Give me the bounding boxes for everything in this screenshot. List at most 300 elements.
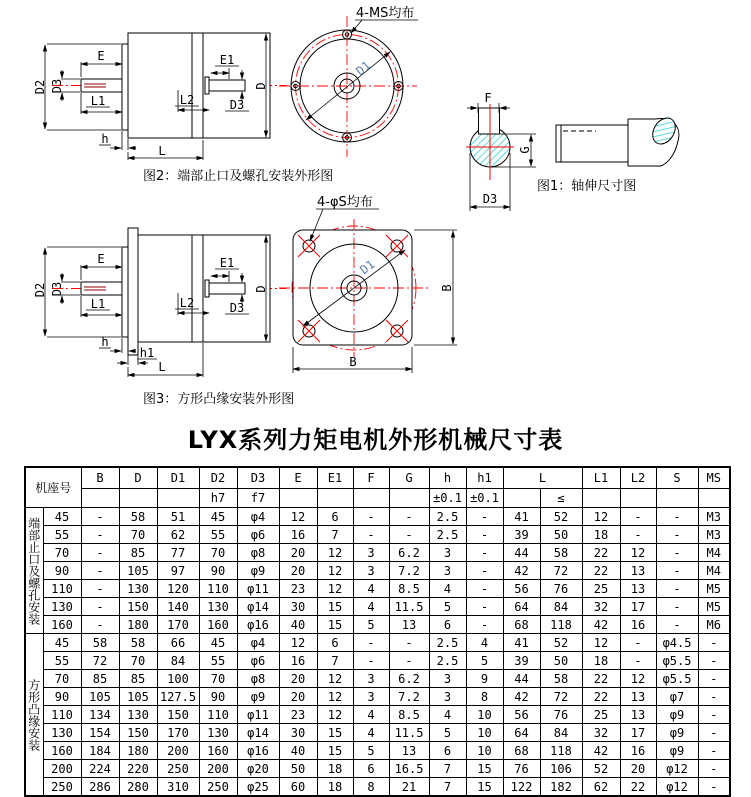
table-cell: φ25 [237,778,279,797]
table-cell: - [81,526,119,544]
table-cell: - [353,508,389,526]
subheader-empty [353,489,389,508]
table-cell: 2.5 [429,652,466,670]
table-cell: φ5.5 [656,652,698,670]
table-cell: - [81,544,119,562]
table-row [25,508,730,526]
table-cell: 184 [81,742,119,760]
table-cell: 10 [466,724,503,742]
frame-size-cell: 160 [43,742,81,760]
table-cell: 62 [157,526,199,544]
table-row [25,544,730,562]
subheader-empty [698,489,730,508]
table-cell: 2.5 [429,634,466,652]
table-cell: φ4.5 [656,634,698,652]
frame-size-cell: 70 [43,670,81,688]
table-cell: 4 [353,598,389,616]
table-cell: 68 [503,616,540,634]
table-cell: φ9 [656,742,698,760]
table-cell: - [698,706,730,724]
table-cell: 58 [81,634,119,652]
table-cell: 20 [620,760,656,778]
header-D: D [119,467,157,489]
table-cell: 182 [540,778,582,797]
table-cell: - [620,634,656,652]
dim-label-d3-left: D3 [50,281,64,297]
table-cell: 8.5 [389,706,429,724]
table-cell: 130 [119,580,157,598]
table-cell: φ8 [237,670,279,688]
table-row [25,616,730,634]
table-cell: 44 [503,670,540,688]
header-L2: L2 [620,467,656,489]
table-cell: 12 [279,634,317,652]
table-cell: 39 [503,652,540,670]
dim-label-b-bottom: B [349,355,357,369]
dimension-table [24,466,731,797]
page-title: LYX系列力矩电机外形机械尺寸表 [187,426,564,454]
table-cell: 250 [157,760,199,778]
table-cell: 52 [540,508,582,526]
header-h: h [429,467,466,489]
table-row [25,652,730,670]
table-cell: 50 [540,526,582,544]
table-cell: 11.5 [389,598,429,616]
table-cell: 106 [540,760,582,778]
table-cell: φ6 [237,652,279,670]
table-cell: 22 [582,670,620,688]
dim-label-e: E [97,49,105,63]
round-flange-front-view [279,6,418,157]
round-flange-note: 4-MS均布 [356,6,415,21]
table-cell: φ20 [237,760,279,778]
table-cell: 40 [279,616,317,634]
table-cell: 68 [503,742,540,760]
table-cell: φ9 [656,724,698,742]
table-cell: 51 [157,508,199,526]
table-cell: 39 [503,526,540,544]
table-cell: 12 [620,544,656,562]
table-cell: φ11 [237,580,279,598]
table-cell: 85 [119,670,157,688]
table-cell: 42 [503,562,540,580]
header-L1: L1 [582,467,620,489]
table-row [25,670,730,688]
dim-label-e1: E1 [219,256,235,270]
table-cell: 6 [317,508,353,526]
table-cell: - [656,580,698,598]
table-cell: 90 [199,562,237,580]
table-cell: 12 [317,688,353,706]
frame-size-cell: 130 [43,598,81,616]
table-cell: 2.5 [429,526,466,544]
table-cell: 4 [353,580,389,598]
table-cell: 84 [540,598,582,616]
table-cell: 15 [466,760,503,778]
table-cell: 13 [389,742,429,760]
table-cell: 22 [582,562,620,580]
table-cell: φ4 [237,508,279,526]
table-cell: 3 [429,562,466,580]
table-cell: 127.5 [157,688,199,706]
table-cell: 41 [503,634,540,652]
figure1-caption: 图1：轴伸尺寸图 [537,179,637,194]
table-row [25,580,730,598]
table-cell: 5 [353,742,389,760]
table-cell: - [698,670,730,688]
table-row [25,634,730,652]
table-cell: 17 [620,598,656,616]
table-cell: 20 [279,688,317,706]
table-cell: 3 [429,670,466,688]
table-cell: φ14 [237,598,279,616]
table-cell: 70 [119,652,157,670]
table-cell: φ12 [656,778,698,797]
table-cell: 130 [199,724,237,742]
table-cell: - [620,526,656,544]
table-cell: 8 [353,778,389,797]
table-cell: 72 [81,652,119,670]
table-cell: 12 [279,508,317,526]
table-cell: 70 [199,670,237,688]
dim-label-d1-square: D1 [357,257,378,278]
dim-label-l1: L1 [90,94,106,108]
table-cell: 130 [199,598,237,616]
table-row [25,688,730,706]
header-E: E [279,467,317,489]
table-cell: - [656,508,698,526]
table-cell: 6 [429,742,466,760]
table-cell: 23 [279,580,317,598]
table-cell: 286 [81,778,119,797]
dim-label-g: G [518,146,532,154]
table-cell: 12 [582,634,620,652]
figure2-caption: 图2：端部止口及螺孔安装外形图 [143,169,334,184]
table-cell: - [389,508,429,526]
table-cell: 55 [199,652,237,670]
table-cell: 154 [81,724,119,742]
table-cell: 180 [119,742,157,760]
table-cell: 25 [582,706,620,724]
table-cell: 13 [620,562,656,580]
frame-size-cell: 130 [43,724,81,742]
table-cell: - [656,616,698,634]
table-cell: - [656,544,698,562]
table-cell: 130 [119,706,157,724]
table-cell: 6.2 [389,544,429,562]
table-cell: M3 [698,526,730,544]
table-cell: 60 [279,778,317,797]
table-cell: - [466,544,503,562]
table-cell: - [466,526,503,544]
subheader-h-tol: ±0.1 [429,489,466,508]
table-cell: 52 [582,760,620,778]
table-cell: 72 [540,562,582,580]
table-cell: 13 [620,706,656,724]
table-cell: 40 [279,742,317,760]
table-cell: 66 [157,634,199,652]
table-row [25,562,730,580]
dim-label-d2: D2 [33,79,47,95]
dim-label-l2: L2 [179,296,195,310]
table-cell: 23 [279,706,317,724]
table-cell: 250 [199,778,237,797]
table-cell: 12 [317,670,353,688]
table-cell: 32 [582,724,620,742]
table-cell: 85 [119,544,157,562]
table-cell: 20 [279,544,317,562]
header-D3: D3 [237,467,279,489]
table-cell: φ5.5 [656,670,698,688]
dim-label-d3-right: D3 [229,301,245,315]
table-cell: 4 [429,580,466,598]
table-cell: φ16 [237,616,279,634]
table-cell: φ4 [237,634,279,652]
table-cell: 170 [157,616,199,634]
header-B: B [81,467,119,489]
table-cell: 5 [466,652,503,670]
table-cell: 50 [279,760,317,778]
table-cell: - [353,526,389,544]
table-cell: 105 [119,562,157,580]
table-cell: φ8 [237,544,279,562]
table-cell: 16 [279,526,317,544]
frame-size-cell: 110 [43,580,81,598]
table-cell: 160 [199,616,237,634]
table-cell: 76 [503,760,540,778]
frame-size-cell: 90 [43,562,81,580]
dim-label-d1-round: D1 [353,58,374,79]
table-cell: φ16 [237,742,279,760]
frame-size-cell: 55 [43,652,81,670]
table-cell: 200 [199,760,237,778]
table-cell: - [466,562,503,580]
table-cell: 18 [317,760,353,778]
dim-label-l1: L1 [90,297,106,311]
table-cell: 30 [279,724,317,742]
table-cell: 7 [429,760,466,778]
frame-size-cell: 90 [43,688,81,706]
dim-label-d3-right: D3 [229,98,245,112]
table-cell: 18 [317,778,353,797]
table-row [25,742,730,760]
dim-label-f: F [484,91,492,105]
frame-size-cell: 45 [43,634,81,652]
subheader-D3-tol: f7 [237,489,279,508]
table-cell: 12 [582,508,620,526]
header-D2: D2 [199,467,237,489]
table-cell: 90 [199,688,237,706]
table-cell: 160 [199,742,237,760]
dim-label-d: D [254,285,268,293]
table-cell: 5 [429,598,466,616]
subheader-D2-tol: h7 [199,489,237,508]
table-cell: 6 [429,616,466,634]
square-flange-front-view [279,195,457,373]
table-cell: 150 [119,724,157,742]
table-cell: 12 [317,706,353,724]
table-cell: 20 [279,670,317,688]
subheader-empty [279,489,317,508]
table-cell: - [656,562,698,580]
table-cell: - [389,652,429,670]
frame-size-cell: 160 [43,616,81,634]
dim-label-e1: E1 [219,53,235,67]
table-cell: - [466,508,503,526]
table-cell: 56 [503,580,540,598]
table-cell: 7 [317,526,353,544]
table-cell: 8 [466,688,503,706]
subheader-empty [656,489,698,508]
table-cell: 15 [466,778,503,797]
square-flange-note: 4-φS均布 [317,195,373,210]
table-cell: 22 [582,688,620,706]
table-cell: 9 [466,670,503,688]
table-cell: 15 [317,742,353,760]
table-cell: 30 [279,598,317,616]
subheader-empty [389,489,429,508]
table-cell: 32 [582,598,620,616]
dim-label-l: L [158,360,166,374]
frame-size-cell: 45 [43,508,81,526]
table-cell: φ9 [237,562,279,580]
table-cell: - [466,580,503,598]
table-cell: 97 [157,562,199,580]
table-cell: 3 [353,562,389,580]
frame-size-cell: 110 [43,706,81,724]
table-cell: - [81,598,119,616]
table-cell: 110 [199,580,237,598]
table-cell: 310 [157,778,199,797]
table-cell: 7 [429,778,466,797]
table-cell: 12 [620,670,656,688]
table-cell: - [81,580,119,598]
table-cell: φ12 [656,760,698,778]
dim-label-l: L [158,144,166,158]
dim-label-h1: h1 [139,346,155,360]
subheader-L-max: ≤ [540,489,582,508]
table-cell: - [656,526,698,544]
table-cell: 16 [279,652,317,670]
table-cell: 18 [582,652,620,670]
table-cell: 20 [279,562,317,580]
table-cell: 150 [119,598,157,616]
table-cell: - [698,652,730,670]
table-cell: 58 [119,508,157,526]
subheader-empty [503,489,540,508]
table-cell: 85 [81,670,119,688]
dim-label-l2: L2 [179,93,195,107]
table-cell: 7 [317,652,353,670]
frame-size-cell: 250 [43,778,81,797]
subheader-empty [119,489,157,508]
table-cell: 100 [157,670,199,688]
table-cell: 18 [582,526,620,544]
table-cell: M6 [698,616,730,634]
table-cell: 55 [199,526,237,544]
table-cell: - [698,724,730,742]
table-row [25,598,730,616]
table-cell: - [698,778,730,797]
header-F: F [353,467,389,489]
table-cell: 70 [119,526,157,544]
table-cell: - [620,508,656,526]
table-cell: 56 [503,706,540,724]
table-cell: 15 [317,724,353,742]
table-cell: M3 [698,508,730,526]
table-cell: 120 [157,580,199,598]
table-cell: 64 [503,598,540,616]
table-row [25,778,730,797]
figure3-caption: 图3：方形凸缘安装外形图 [143,392,295,407]
table-cell: 16 [620,742,656,760]
table-cell: 17 [620,724,656,742]
table-cell: 224 [81,760,119,778]
table-cell: 180 [119,616,157,634]
table-cell: - [389,526,429,544]
figure3-flange-mount-drawing [33,228,294,407]
table-cell: 10 [466,742,503,760]
table-cell: φ9 [237,688,279,706]
table-cell: 52 [540,634,582,652]
table-cell: 122 [503,778,540,797]
table-cell: 45 [199,508,237,526]
table-cell: 42 [582,616,620,634]
table-cell: 4 [353,724,389,742]
table-cell: 5 [353,616,389,634]
table-row [25,526,730,544]
table-cell: 3 [429,544,466,562]
table-cell: 280 [119,778,157,797]
table-cell: 118 [540,616,582,634]
table-cell: 140 [157,598,199,616]
table-cell: 200 [157,742,199,760]
table-cell: - [466,598,503,616]
table-cell: M4 [698,562,730,580]
table-cell: - [698,760,730,778]
row-group-label: 方形凸缘安装 [25,634,43,797]
table-cell: 13 [389,616,429,634]
table-cell: - [620,652,656,670]
table-cell: 134 [81,706,119,724]
table-cell: 3 [429,688,466,706]
table-cell: 76 [540,580,582,598]
table-cell: 64 [503,724,540,742]
table-cell: - [81,616,119,634]
table-cell: 42 [582,742,620,760]
dim-label-b-right: B [440,284,454,292]
table-cell: 11.5 [389,724,429,742]
table-cell: 44 [503,544,540,562]
table-cell: - [81,562,119,580]
table-cell: 22 [620,778,656,797]
table-cell: M5 [698,580,730,598]
table-cell: - [466,616,503,634]
row-group-label: 端部止口及螺孔安装 [25,508,43,634]
table-header [25,467,730,508]
table-cell: 8.5 [389,580,429,598]
table-cell: 77 [157,544,199,562]
table-cell: 150 [157,706,199,724]
header-G: G [389,467,429,489]
table-cell: 12 [317,562,353,580]
table-row [25,706,730,724]
table-cell: 42 [503,688,540,706]
table-cell: - [353,634,389,652]
table-cell: 41 [503,508,540,526]
table-cell: 12 [317,544,353,562]
table-cell: 84 [540,724,582,742]
